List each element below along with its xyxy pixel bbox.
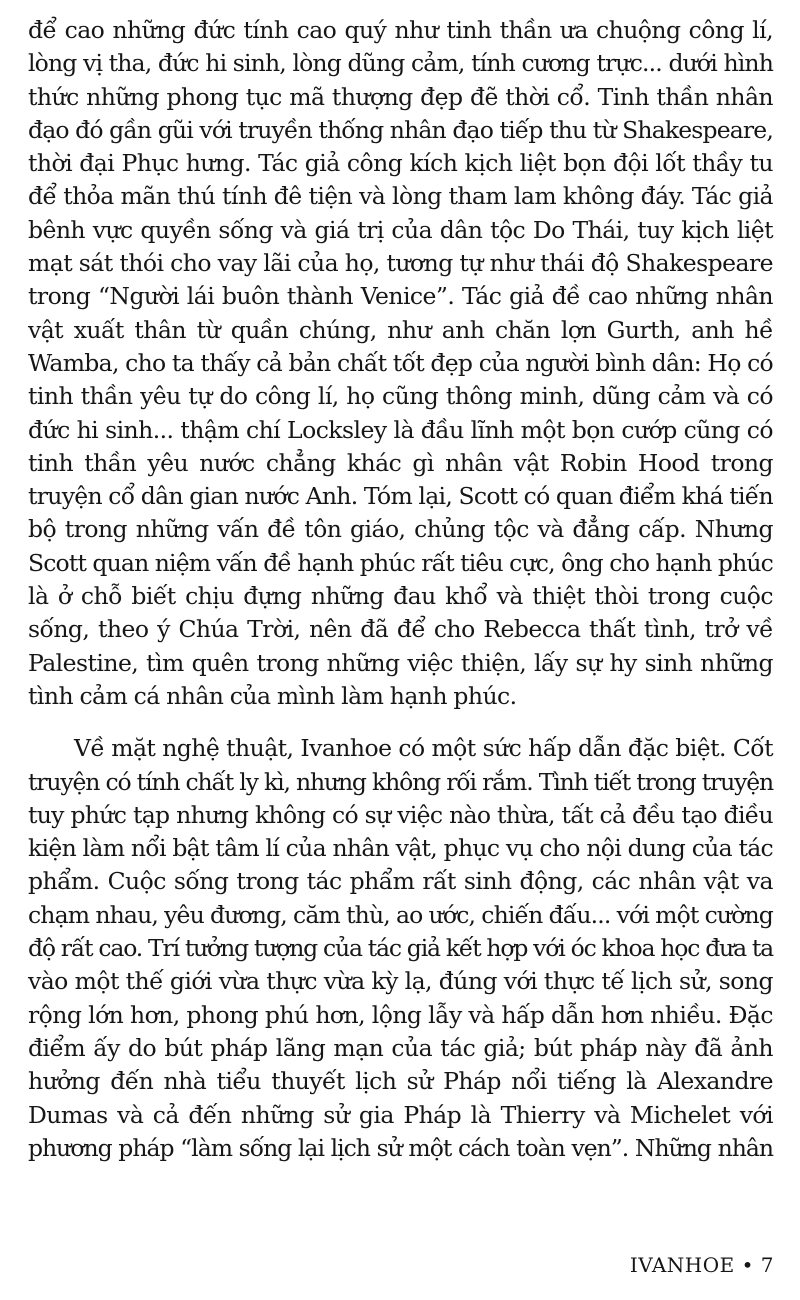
text-line: rộng lớn hơn, phong phú hơn, lộng lẫy và hấp dẫn hơn nhiều. Đặc xyxy=(28,1000,773,1029)
body-text xyxy=(28,14,773,1165)
text-line: vào một thế giới vừa thực vừa kỳ lạ, đúng với thực tế lịch sử, song xyxy=(28,967,773,996)
text-line: phẩm. Cuộc sống trong tác phẩm rất sinh động, các nhân vật va xyxy=(28,867,773,896)
footer-book-title: IVANHOE xyxy=(629,1253,735,1277)
text-line: tuy phức tạp nhưng không có sự việc nào thừa, tất cả đều tạo điều xyxy=(28,800,773,829)
text-line: truyện có tính chất ly kì, nhưng không rối rắm. Tình tiết trong truyện xyxy=(28,767,773,796)
text-line: truyện cổ dân gian nước Anh. Tóm lại, Scott có quan điểm khá tiến xyxy=(28,482,773,511)
paragraph-2 xyxy=(28,732,773,1165)
text-line: trong “Người lái buôn thành Venice”. Tác giả đề cao những nhân xyxy=(28,282,773,311)
text-line: thức những phong tục mã thượng đẹp đẽ thời cổ. Tinh thần nhân xyxy=(28,82,773,111)
text-line: để thỏa mãn thú tính đê tiện và lòng tham lam không đáy. Tác giả xyxy=(28,182,773,211)
text-line: đức hi sinh... thậm chí Locksley là đầu lĩnh một bọn cướp cũng có xyxy=(28,415,773,444)
text-line: lòng vị tha, đức hi sinh, lòng dũng cảm, tính cương trực... dưới hình xyxy=(28,49,773,78)
text-line: là ở chỗ biết chịu đựng những đau khổ và thiệt thòi trong cuộc xyxy=(28,582,773,611)
footer-separator: • xyxy=(741,1253,754,1277)
page-number: 7 xyxy=(760,1253,774,1277)
text-line: vật xuất thân từ quần chúng, như anh chăn lợn Gurth, anh hề xyxy=(28,315,773,344)
text-line: bộ trong những vấn đề tôn giáo, chủng tộc và đẳng cấp. Nhưng xyxy=(28,515,773,544)
text-line: tình cảm cá nhân của mình làm hạnh phúc. xyxy=(28,681,517,710)
text-line: Dumas và cả đến những sử gia Pháp là Thierry và Michelet với xyxy=(28,1100,773,1129)
text-line: điểm ấy do bút pháp lãng mạn của tác giả; bút pháp này đã ảnh xyxy=(28,1033,773,1062)
text-line: sống, theo ý Chúa Trời, nên đã để cho Rebecca thất tình, trở về xyxy=(28,615,773,644)
text-line: Scott quan niệm vấn đề hạnh phúc rất tiêu cực, ông cho hạnh phúc xyxy=(28,548,773,577)
text-line: Palestine, tìm quên trong những việc thiện, lấy sự hy sinh những xyxy=(28,648,773,677)
text-line: đạo đó gần gũi với truyền thống nhân đạo tiếp thu từ Shakespeare, xyxy=(28,115,773,144)
text-line: phương pháp “làm sống lại lịch sử một cách toàn vẹn”. Những nhân xyxy=(28,1133,773,1162)
running-footer xyxy=(630,1253,774,1277)
text-line: tinh thần yêu tự do công lí, họ cũng thông minh, dũng cảm và có xyxy=(28,382,773,411)
text-line: thời đại Phục hưng. Tác giả công kích kịch liệt bọn đội lốt thầy tu xyxy=(28,149,773,178)
text-line: Wamba, cho ta thấy cả bản chất tốt đẹp của người bình dân: Họ có xyxy=(28,348,773,377)
paragraph-1 xyxy=(28,14,773,713)
text-line: hưởng đến nhà tiểu thuyết lịch sử Pháp nổi tiếng là Alexandre xyxy=(28,1067,773,1096)
paragraph-gap xyxy=(28,713,773,732)
text-line: chạm nhau, yêu đương, căm thù, ao ước, chiến đấu... với một cường xyxy=(28,900,773,929)
text-line: kiện làm nổi bật tâm lí của nhân vật, phục vụ cho nội dung của tác xyxy=(28,834,773,863)
text-line: để cao những đức tính cao quý như tinh thần ưa chuộng công lí, xyxy=(28,16,773,44)
text-line: mạt sát thói cho vay lãi của họ, tương tự như thái độ Shakespeare xyxy=(28,249,773,278)
text-line: Về mặt nghệ thuật, Ivanhoe có một sức hấp dẫn đặc biệt. Cốt xyxy=(74,734,773,763)
text-line: bênh vực quyền sống và giá trị của dân tộc Do Thái, tuy kịch liệt xyxy=(28,215,773,244)
text-line: tinh thần yêu nước chẳng khác gì nhân vật Robin Hood trong xyxy=(28,448,773,477)
text-line: độ rất cao. Trí tưởng tượng của tác giả kết hợp với óc khoa học đưa ta xyxy=(28,934,773,963)
